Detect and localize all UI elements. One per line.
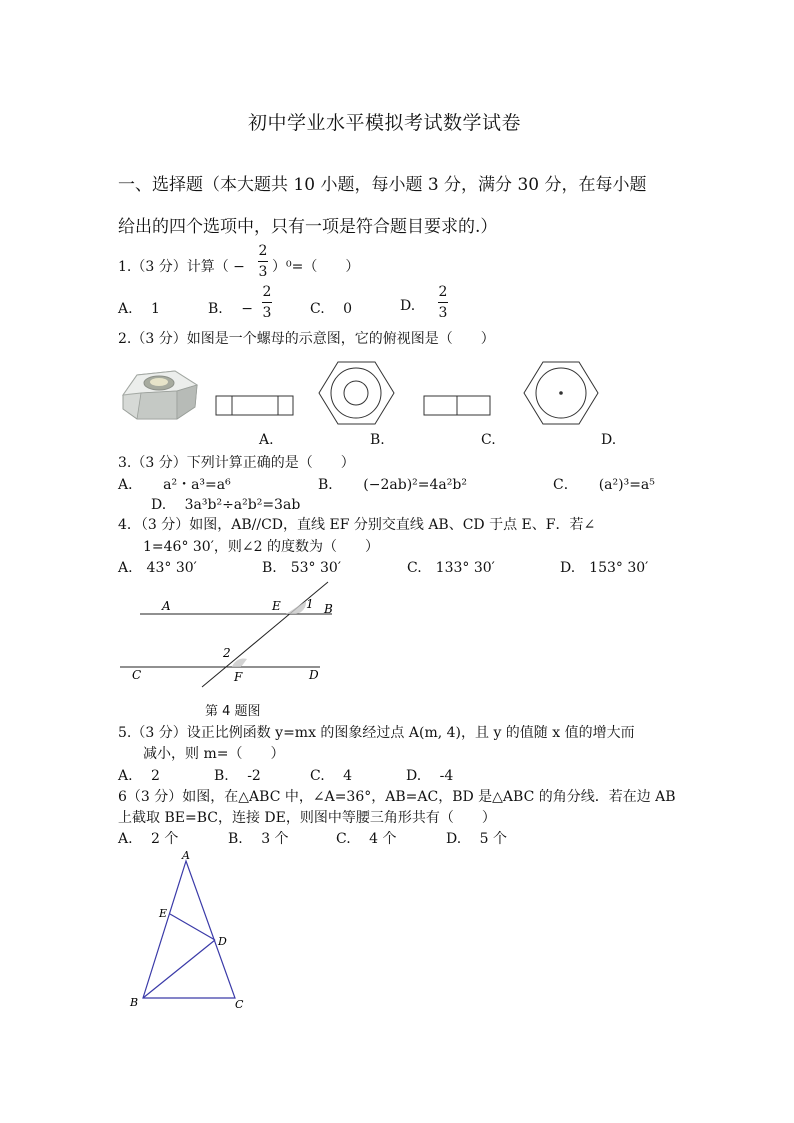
q4-figure-caption: 第 4 题图 [205, 704, 261, 719]
q4-option-b: B. 53° 30′ [262, 560, 341, 576]
q4-option-d: D. 153° 30′ [560, 560, 649, 576]
q1-option-d-fraction [438, 285, 448, 320]
q5-stem-line1: 5.（3 分）设正比例函数 y=mx 的图象经过点 A(m, 4)，且 y 的值随 x 值的增大而 [118, 725, 635, 741]
q5-stem-line2: 减小，则 m=（ ） [143, 746, 285, 762]
q3-option-d: D. 3a³b²÷a²b²=3ab [151, 497, 301, 513]
q6-option-c: C. 4 个 [336, 831, 397, 847]
q1-option-b-fraction [262, 285, 272, 320]
q5-option-b: B. -2 [214, 768, 261, 784]
point-b-label: B [130, 996, 139, 1009]
q2-option-a-figure [216, 396, 293, 415]
q2-stem: 2.（3 分）如图是一个螺母的示意图，它的俯视图是（ ） [118, 331, 495, 347]
q2-figures [115, 355, 615, 430]
q6-figure [125, 848, 255, 1013]
q2-option-d-figure [524, 362, 598, 424]
point-a-label: A [182, 849, 190, 862]
q1-option-d-prefix: D. [400, 298, 416, 314]
segment-bd [143, 940, 215, 998]
q1-option-c: C. 0 [310, 301, 353, 317]
q6-stem-line2: 上截取 BE=BC，连接 DE，则图中等腰三角形共有（ ） [118, 810, 496, 826]
q1-option-d-den: 3 [438, 305, 448, 321]
angle-2-label: 2 [223, 646, 231, 660]
q2-option-c-figure [424, 396, 490, 415]
segment-de [170, 914, 215, 940]
section-header-line1: 一、选择题（本大题共 10 小题，每小题 3 分，满分 30 分，在每小题 [118, 175, 647, 195]
q2-label-a: A. [259, 432, 274, 448]
section-header-line2: 给出的四个选项中，只有一项是符合题目要求的.） [118, 217, 498, 237]
q1-stem-suffix: ）⁰=（ ） [272, 259, 360, 275]
q4-stem-line2: 1=46° 30′，则∠2 的度数为（ ） [143, 539, 379, 555]
q1-fraction [258, 244, 268, 279]
point-b-label: B [324, 602, 333, 616]
point-a-label: A [162, 599, 171, 613]
point-e-label: E [159, 907, 168, 920]
q3-stem: 3.（3 分）下列计算正确的是（ ） [118, 455, 355, 471]
q2-label-d: D. [601, 432, 617, 448]
q1-option-a: A. 1 [118, 301, 160, 317]
q2-label-b: B. [370, 432, 385, 448]
q1-stem-prefix: 1.（3 分）计算（ − [118, 259, 245, 275]
q5-option-d: D. -4 [406, 768, 454, 784]
q6-option-d: D. 5 个 [446, 831, 507, 847]
q4-option-a: A. 43° 30′ [118, 560, 197, 576]
q2-label-c: C. [481, 432, 496, 448]
q3-option-c: C． (a²)³=a⁵ [553, 477, 655, 493]
point-d-label: D [309, 668, 319, 682]
q5-option-c: C. 4 [310, 768, 353, 784]
angle-1-arc [286, 601, 306, 614]
q6-option-b: B. 3 个 [228, 831, 289, 847]
q3-option-a: A． a²・a³=a⁶ [118, 477, 231, 493]
q6-stem-line1: 6（3 分）如图，在△ABC 中，∠A=36°，AB=AC，BD 是△ABC 的角分线．若在边 AB [118, 789, 676, 805]
q2-option-b-figure [319, 362, 394, 424]
q4-stem-line1: 4．（3 分）如图，AB//CD，直线 EF 分别交直线 AB、CD 于点 E、F．若∠ [118, 517, 596, 533]
q1-option-d-num: 2 [438, 284, 448, 300]
q1-frac-num: 2 [258, 243, 268, 259]
q5-option-a: A. 2 [118, 768, 160, 784]
point-d-label: D [218, 935, 227, 948]
q6-option-a: A. 2 个 [118, 831, 179, 847]
point-c-label: C [235, 998, 244, 1011]
q3-option-b: B． (−2ab)²=4a²b² [318, 477, 467, 493]
triangle-abc [143, 861, 235, 998]
point-f-label: F [234, 670, 243, 684]
q1-option-b-prefix: B. − [208, 301, 253, 317]
q1-option-b-num: 2 [262, 284, 272, 300]
nut-3d-image [123, 371, 197, 419]
q4-figure [110, 575, 350, 690]
q4-option-c: C. 133° 30′ [407, 560, 495, 576]
point-c-label: C [132, 668, 142, 682]
q1-frac-den: 3 [258, 264, 268, 280]
q1-option-b-den: 3 [262, 305, 272, 321]
point-e-label: E [272, 599, 281, 613]
page-title: 初中学业水平模拟考试数学试卷 [248, 112, 522, 134]
angle-1-label: 1 [306, 597, 314, 611]
